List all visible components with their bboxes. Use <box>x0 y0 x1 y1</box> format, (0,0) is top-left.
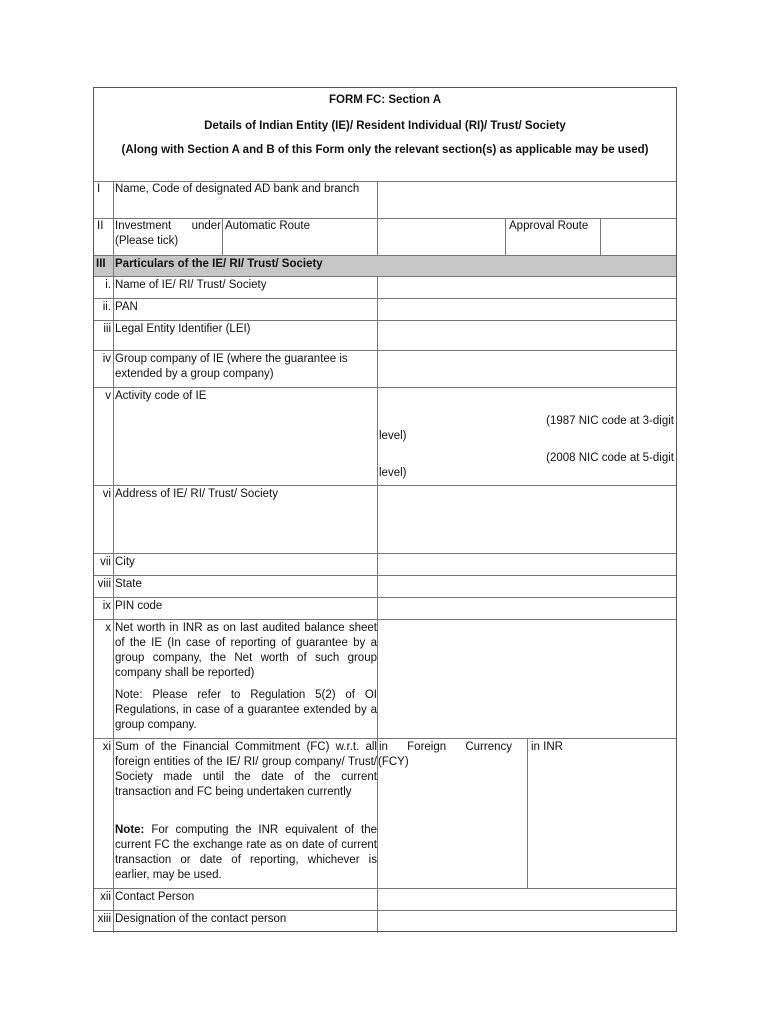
row-number: III <box>96 258 106 270</box>
column-divider <box>527 738 528 888</box>
note-prefix: Note: <box>115 824 145 836</box>
field-label: Legal Entity Identifier (LEI) <box>115 323 251 335</box>
nic-2008-label-cont: level) <box>379 467 407 479</box>
field-label: Net worth in INR as on last audited balance sheet of the IE (In case of reporting of guarantee by a group company, the Net worth of such group company shall be reported) <box>115 622 377 679</box>
state-input[interactable] <box>378 576 676 596</box>
divider <box>94 738 676 739</box>
net-worth-input[interactable] <box>378 620 676 737</box>
field-label: Name of IE/ RI/ Trust/ Society <box>115 279 267 291</box>
row-number: iv <box>102 353 111 365</box>
column-divider <box>505 218 506 255</box>
nic-1987-label: (1987 NIC code at 3-digit <box>546 415 674 427</box>
form-fc-section-a <box>93 87 677 932</box>
lei-input[interactable] <box>378 321 676 349</box>
row-number: ix <box>102 600 111 612</box>
field-label: Investment under (Please tick) <box>115 220 221 247</box>
field-label: Sum of the Financial Commitment (FC) w.r.t. all foreign entities of the IE/ RI/ group company/ Trust/ Society made until the date of the current transaction and FC being undertaken currently <box>115 741 377 798</box>
field-label: Contact Person <box>115 891 195 903</box>
section-heading: Particulars of the IE/ RI/ Trust/ Society <box>115 258 323 270</box>
field-label: Name, Code of designated AD bank and branch <box>115 183 360 195</box>
row-number: xi <box>102 741 111 753</box>
pin-code-input[interactable] <box>378 598 676 618</box>
row-number: i. <box>105 279 111 291</box>
row-number: iii <box>103 323 111 335</box>
row-number: ii. <box>102 301 111 313</box>
field-label: Group company of IE (where the guarantee is extended by a group company) <box>115 353 348 380</box>
field-note <box>115 823 377 883</box>
field-note: Note: Please refer to Regulation 5(2) of OI Regulations, in case of a guarantee extended by a group company. <box>115 689 377 731</box>
form-note: (Along with Section A and B of this Form only the relevant section(s) as applicable may be used) <box>121 144 649 156</box>
field-label: State <box>115 578 142 590</box>
bank-name-input[interactable] <box>378 182 676 217</box>
row-number: xiii <box>97 913 111 925</box>
row-number: xii <box>100 891 111 903</box>
nic-2008-label: (2008 NIC code at 5-digit <box>546 452 674 464</box>
approval-route-option[interactable]: Approval Route <box>509 220 589 232</box>
row-number: vii <box>100 556 111 568</box>
city-input[interactable] <box>378 554 676 574</box>
inr-column-label: in INR <box>531 741 563 753</box>
pan-input[interactable] <box>378 299 676 319</box>
field-label: Address of IE/ RI/ Trust/ Society <box>115 488 278 500</box>
form-title: FORM FC: Section A <box>328 94 441 106</box>
automatic-route-option[interactable]: Automatic Route <box>225 220 311 232</box>
field-label: Designation of the contact person <box>115 913 287 925</box>
note-text: For computing the INR equivalent of the current FC the exchange rate as on date of current transaction or date of reporting, whichever is earlier, may be used. <box>115 824 377 881</box>
row-number: I <box>97 183 101 195</box>
field-label: PIN code <box>115 600 163 612</box>
row-number: viii <box>97 578 111 590</box>
field-label: Activity code of IE <box>115 390 207 402</box>
automatic-route-tick-box[interactable] <box>378 219 504 254</box>
designation-input[interactable] <box>378 911 676 931</box>
fcy-column-label-cont: (FCY) <box>378 756 409 768</box>
column-divider <box>113 181 114 933</box>
nic-1987-label-cont: level) <box>379 430 407 442</box>
column-divider <box>222 218 223 255</box>
form-subtitle: Details of Indian Entity (IE)/ Resident Individual (RI)/ Trust/ Society <box>204 120 566 132</box>
group-company-input[interactable] <box>378 351 676 386</box>
divider <box>94 255 676 256</box>
field-label: PAN <box>115 301 138 313</box>
row-number: v <box>105 390 111 402</box>
row-number: vi <box>102 488 111 500</box>
approval-route-tick-box[interactable] <box>601 219 676 254</box>
contact-person-input[interactable] <box>378 889 676 909</box>
row-number: x <box>105 622 111 634</box>
field-label: City <box>115 556 135 568</box>
address-input[interactable] <box>378 486 676 552</box>
fcy-column-label: in Foreign Currency <box>379 741 512 753</box>
row-number: II <box>97 220 104 232</box>
divider <box>94 387 676 388</box>
entity-name-input[interactable] <box>378 277 676 297</box>
